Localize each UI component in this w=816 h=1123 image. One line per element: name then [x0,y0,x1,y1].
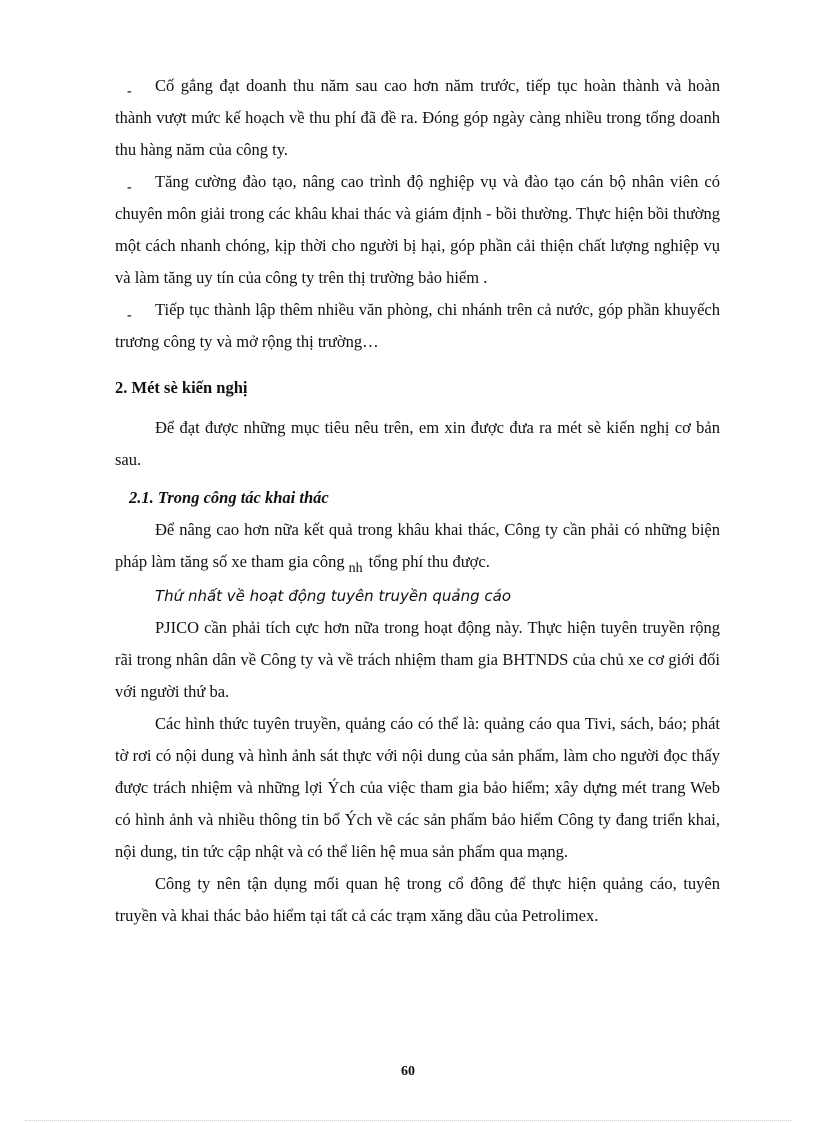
section-intro: Để đạt được những mục tiêu nêu trên, em xin được đưa ra mét sè kiến nghị cơ bản sau. [115,418,720,469]
section-heading: 2. Mét sè kiến nghị [115,378,248,397]
body-paragraph: Các hình thức tuyên truyền, quảng cáo có thể là: quảng cáo qua Tivi, sách, báo; phát tờ rơi có nội dung và hình ảnh sát thực với nội dung của sản phẩm, làm cho người đọc thấy được trách nhiệm và những lợi Ých của việc tham gia bảo hiểm; xây dựng mét trang Web có hình ảnh và nhiều thông tin bổ Ých về các sản phẩm bảo hiểm Công ty đang triển khai, nội dung, tin tức cập nhật và có thể liên hệ mua sản phẩm qua mạng. [115,714,720,861]
bullet-dash-icon: - [127,84,132,99]
subsection-intro-nh: nh [348,561,363,576]
bullet-item-revenue [115,70,720,166]
subsection-intro-after: tổng phí thu được. [368,552,490,571]
page-bottom-divider [25,1120,791,1121]
bullet-dash-icon: - [127,308,132,323]
bullet-text: Tăng cường đào tạo, nâng cao trình độ nghiệp vụ và đào tạo cán bộ nhân viên có chuyên môn giải trong các khâu khai thác và giám định - bồi thường. Thực hiện bồi thường một cách nhanh chóng, kịp thời cho người bị hại, góp phần cải thiện chất lượng nghiệp vụ và làm tăng uy tín của công ty trên thị trường bảo hiểm . [115,172,720,287]
subsection-intro [115,514,720,580]
subsection-intro-before: Để nâng cao hơn nữa kết quả trong khâu khai thác, Công ty cần phải có những biện pháp làm tăng số xe tham gia công [115,520,720,571]
page-content [115,70,720,932]
bullet-item-training [115,166,720,294]
body-paragraph: Công ty nên tận dụng mối quan hệ trong cổ đông để thực hiện quảng cáo, tuyên truyền và khai thác bảo hiểm tại tất cả các trạm xăng dầu của Petrolimex. [115,874,720,925]
subsection-heading: 2.1. Trong công tác khai thác [129,488,329,507]
bullet-text: Tiếp tục thành lập thêm nhiều văn phòng, chi nhánh trên cả nước, góp phần khuyếch trương công ty và mở rộng thị trường… [115,300,720,351]
body-paragraph: PJICO cần phải tích cực hơn nữa trong hoạt động này. Thực hiện tuyên truyền rộng rãi trong nhân dân về Công ty và về trách nhiệm tham gia BHTNDS của chủ xe cơ giới đối với người thứ ba. [115,618,720,701]
bullet-dash-icon: - [127,180,132,195]
italic-heading: Thứ nhất về hoạt động tuyên truyền quảng cáo [155,587,512,605]
page-number: 60 [401,1064,415,1079]
bullet-item-expansion [115,294,720,358]
bullet-text: Cố gắng đạt doanh thu năm sau cao hơn năm trước, tiếp tục hoàn thành và hoàn thành vượt mức kế hoạch về thu phí đã đề ra. Đóng góp ngày càng nhiều trong tổng doanh thu hàng năm của công ty. [115,76,720,159]
